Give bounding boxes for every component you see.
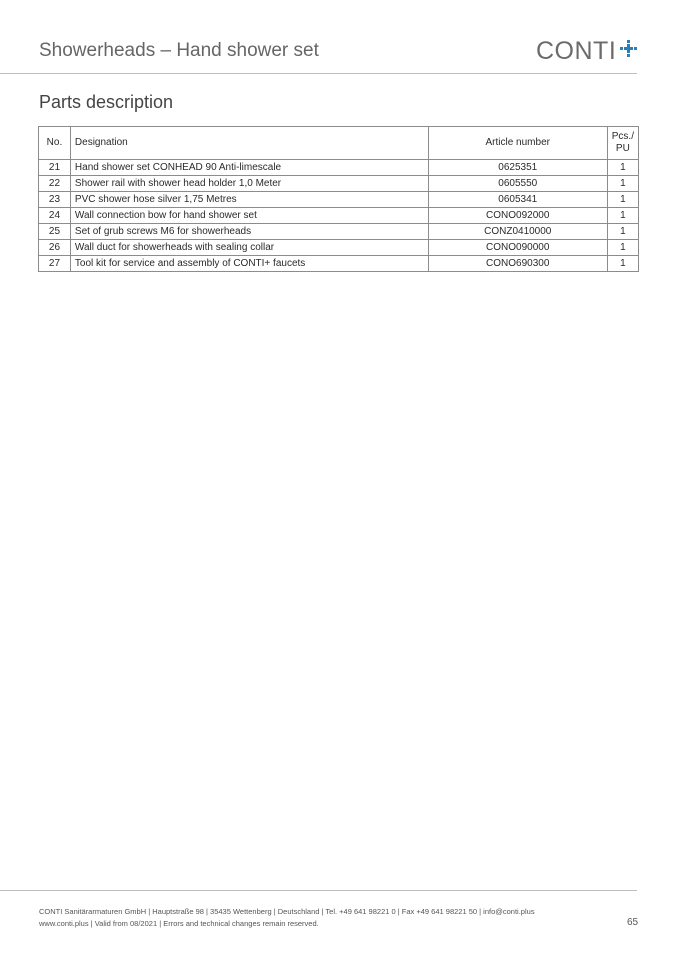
cell-designation: Set of grub screws M6 for showerheads bbox=[70, 224, 428, 240]
cell-article-number: 0605550 bbox=[428, 176, 607, 192]
cell-no: 21 bbox=[39, 160, 71, 176]
table-row bbox=[39, 256, 639, 272]
table-row bbox=[39, 160, 639, 176]
cell-article-number: 0625351 bbox=[428, 160, 607, 176]
cell-designation: Wall connection bow for hand shower set bbox=[70, 208, 428, 224]
header-article-number: Article number bbox=[428, 127, 607, 160]
cell-no: 22 bbox=[39, 176, 71, 192]
cell-pcs: 1 bbox=[607, 256, 638, 272]
cell-designation: PVC shower hose silver 1,75 Metres bbox=[70, 192, 428, 208]
header-divider bbox=[0, 73, 637, 74]
header-pcs: Pcs./ bbox=[611, 131, 634, 142]
cell-article-number: CONZ0410000 bbox=[428, 224, 607, 240]
logo-text: CONTI bbox=[536, 36, 617, 65]
page-number: 65 bbox=[627, 917, 639, 928]
cell-no: 26 bbox=[39, 240, 71, 256]
header-no: No. bbox=[39, 127, 71, 160]
cell-pcs: 1 bbox=[607, 224, 638, 240]
footer-validity-note: www.conti.plus | Valid from 08/2021 | Errors and technical changes remain reserved. bbox=[39, 919, 319, 928]
header-pcs-pu bbox=[607, 127, 638, 160]
table-row bbox=[39, 176, 639, 192]
footer-company-info: CONTI Sanitärarmaturen GmbH | Hauptstraße 98 | 35435 Wettenberg | Deutschland | Tel. +49 641 98221 0 | Fax +49 641 98221 50 | info@conti.plus bbox=[39, 907, 535, 916]
cell-designation: Hand shower set CONHEAD 90 Anti-limescale bbox=[70, 160, 428, 176]
cell-article-number: CONO092000 bbox=[428, 208, 607, 224]
cell-article-number: 0605341 bbox=[428, 192, 607, 208]
footer-divider bbox=[0, 890, 637, 891]
cell-pcs: 1 bbox=[607, 192, 638, 208]
cell-pcs: 1 bbox=[607, 240, 638, 256]
cell-pcs: 1 bbox=[607, 208, 638, 224]
table-row bbox=[39, 192, 639, 208]
cell-no: 25 bbox=[39, 224, 71, 240]
cell-designation: Wall duct for showerheads with sealing collar bbox=[70, 240, 428, 256]
table-row bbox=[39, 240, 639, 256]
cell-no: 24 bbox=[39, 208, 71, 224]
table-row bbox=[39, 224, 639, 240]
cell-no: 27 bbox=[39, 256, 71, 272]
cell-no: 23 bbox=[39, 192, 71, 208]
conti-logo bbox=[536, 35, 638, 67]
cell-designation: Shower rail with shower head holder 1,0 Meter bbox=[70, 176, 428, 192]
parts-table bbox=[38, 126, 639, 272]
section-title: Parts description bbox=[39, 92, 174, 112]
table-header-row bbox=[39, 127, 639, 160]
cell-designation: Tool kit for service and assembly of CONTI+ faucets bbox=[70, 256, 428, 272]
table-row bbox=[39, 208, 639, 224]
cell-article-number: CONO090000 bbox=[428, 240, 607, 256]
document-title: Showerheads – Hand shower set bbox=[39, 40, 319, 61]
cell-article-number: CONO690300 bbox=[428, 256, 607, 272]
cell-pcs: 1 bbox=[607, 176, 638, 192]
header-pu: PU bbox=[615, 143, 630, 154]
cell-pcs: 1 bbox=[607, 160, 638, 176]
header-designation: Designation bbox=[70, 127, 428, 160]
plus-icon bbox=[619, 39, 638, 63]
